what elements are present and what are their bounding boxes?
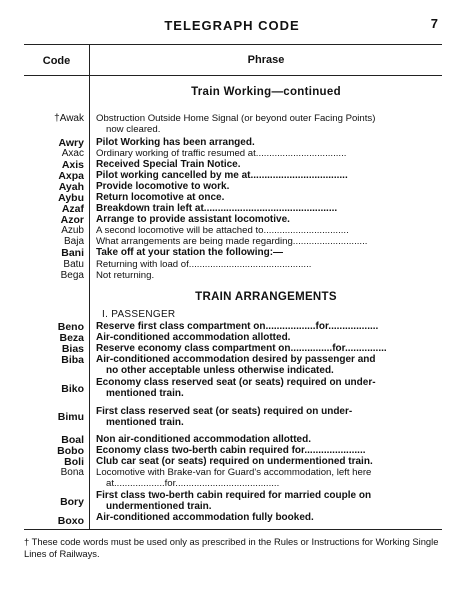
page-header [26,14,438,36]
code-word: Azub [61,225,84,236]
code-word: Bias [61,343,84,355]
phrase-text: Reserve first class compartment on..................for.................. [96,321,379,332]
code-word: Axac [61,148,84,159]
code-word: Boli [64,456,84,468]
phrase-text: Returning with load of.............................................. [96,259,312,270]
phrase-continuation: no other acceptable unless otherwise indicated. [106,365,334,377]
phrase-line: Obstruction Outside Home Signal (or beyond outer Facing Points) [96,113,376,124]
code-word: Boxo [57,515,84,527]
phrase-text: Ordinary working of traffic resumed at.................................. [96,148,347,159]
phrase-continuation: now cleared. [106,124,161,136]
code-word: Biba [61,354,84,366]
phrase-text [96,490,442,513]
phrase-continuation: mentioned train. [106,388,184,400]
code-word: Bimu [57,411,84,423]
phrase-text: Air-conditioned accommodation allotted. [96,332,291,343]
code-word: Batu [63,259,84,270]
code-word: Beno [57,321,84,333]
code-word: Azaf [61,203,84,215]
phrase-text: Club car seat (or seats) required on undermentioned train. [96,456,373,467]
phrase-text [96,113,442,136]
phrase-text: Not returning. [96,270,155,281]
phrase-continuation: mentioned train. [106,417,184,429]
page-title: TELEGRAPH CODE [164,18,300,33]
phrase-text: Non air-conditioned accommodation allotted. [96,434,312,445]
code-word: Axpa [58,170,84,182]
code-table [24,44,442,530]
page-number: 7 [430,16,438,31]
phrase-continuation: at...................for....................................... [106,478,280,490]
code-word: Bona [60,467,84,478]
phrase-line: First class reserved seat (or seats) required on under- [96,406,353,417]
phrase-line: Air-conditioned accommodation desired by passenger and [96,354,376,365]
phrase-text: What arrangements are being made regarding............................ [96,236,368,247]
phrase-text: A second locomotive will be attached to................................ [96,225,349,236]
phrase-text [96,377,442,400]
phrase-text: Air-conditioned accommodation fully booked. [96,512,314,523]
code-word: Aybu [58,192,84,204]
column-header-phrase: Phrase [247,54,285,66]
phrase-continuation: undermentioned train. [106,501,212,513]
subsection-heading-passenger: I. PASSENGER [102,309,176,320]
column-divider [89,45,90,529]
code-word: Bobo [57,445,84,457]
code-word: Biko [61,383,84,395]
code-word: Bega [60,270,84,281]
phrase-text [96,354,442,377]
phrase-text: Received Special Train Notice. [96,159,241,170]
footnote: † These code words must be used only as prescribed in the Rules or Instructions for Working Single Lines of Railways. [24,536,439,559]
phrase-line: First class two-berth cabin required for married couple on [96,490,372,501]
code-word: Beza [59,332,84,344]
phrase-text [96,467,442,490]
code-word: Bory [60,496,84,508]
phrase-text: Breakdown train left at................................................ [96,203,338,214]
phrase-text: Arrange to provide assistant locomotive. [96,214,290,225]
code-word: Ayah [58,181,84,193]
phrase-line: Locomotive with Brake-van for Guard's accommodation, left here [96,467,372,478]
phrase-text: Economy class two-berth cabin required for...................... [96,445,366,456]
code-word: Bani [61,247,84,259]
code-word: †Awak [54,113,84,124]
section-heading-train-arrangements: TRAIN ARRANGEMENTS [195,291,337,303]
phrase-line: Economy class reserved seat (or seats) required on under- [96,377,376,388]
section-heading-train-working: Train Working—continued [191,86,341,98]
code-word: Axis [61,159,84,171]
phrase-text: Provide locomotive to work. [96,181,230,192]
phrase-text: Pilot Working has been arranged. [96,137,255,148]
phrase-text: Take off at your station the following:— [96,247,284,258]
phrase-text: Reserve economy class compartment on...............for............... [96,343,387,354]
phrase-text: Pilot working cancelled by me at................................... [96,170,348,181]
header-rule [24,75,442,76]
phrase-text [96,406,442,429]
column-header-code: Code [42,55,71,67]
code-word: Baja [63,236,84,247]
code-word: Azor [60,214,84,226]
code-word: Awry [58,137,84,149]
code-word: Boal [61,434,84,446]
phrase-text: Return locomotive at once. [96,192,225,203]
